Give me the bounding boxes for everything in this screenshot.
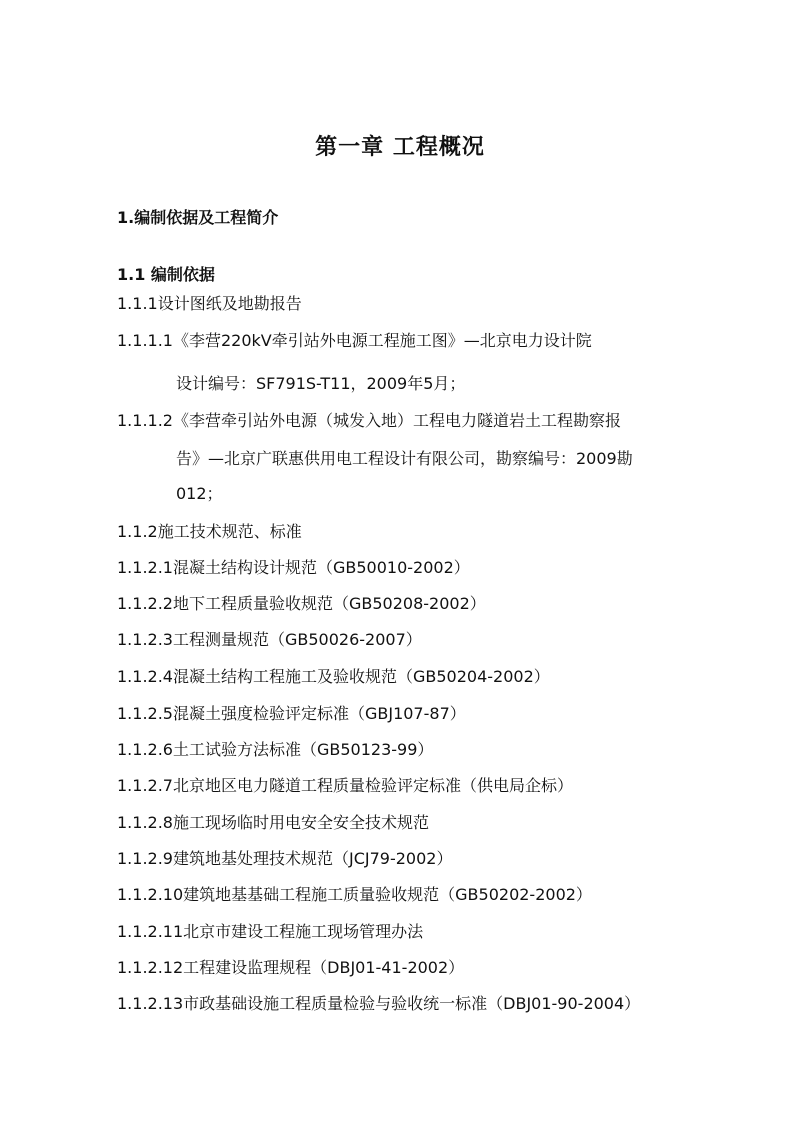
reference-line: 1.1.2.1混凝土结构设计规范（GB50010-2002） — [117, 558, 470, 577]
reference-line: 1.1.2.3工程测量规范（GB50026-2007） — [117, 630, 422, 649]
reference-line: 1.1.2.8施工现场临时用电安全安全技术规范 — [117, 813, 429, 832]
reference-line: 1.1.2.9建筑地基处理技术规范（JCJ79-2002） — [117, 849, 453, 868]
reference-line: 1.1.2.4混凝土结构工程施工及验收规范（GB50204-2002） — [117, 667, 550, 686]
reference-line: 1.1.2.11北京市建设工程施工现场管理办法 — [117, 922, 424, 941]
reference-line: 1.1.2.13市政基础设施工程质量检验与验收统一标准（DBJ01-90-2004） — [117, 994, 641, 1013]
reference-line: 1.1.1.1《李营220kV牵引站外电源工程施工图》—北京电力设计院 — [117, 331, 592, 350]
reference-line: 设计编号：SF791S-T11，2009年5月； — [176, 374, 466, 393]
reference-line: 1.1.2.5混凝土强度检验评定标准（GBJ107-87） — [117, 704, 466, 723]
reference-line: 1.1.1.2《李营牵引站外电源（城发入地）工程电力隧道岩土工程勘察报 — [117, 411, 621, 430]
reference-line: 1.1.2.6土工试验方法标准（GB50123-99） — [117, 740, 434, 759]
section-heading: 1.编制依据及工程简介 — [117, 208, 279, 227]
reference-line: 1.1.2施工技术规范、标准 — [117, 522, 302, 541]
reference-line: 1.1.1设计图纸及地勘报告 — [117, 294, 302, 313]
reference-line: 告》—北京广联惠供用电工程设计有限公司，勘察编号：2009勘 — [176, 449, 633, 468]
reference-line: 1.1.2.12工程建设监理规程（DBJ01-41-2002） — [117, 958, 465, 977]
reference-line: 1.1.2.10建筑地基基础工程施工质量验收规范（GB50202-2002） — [117, 885, 592, 904]
subsection-heading: 1.1 编制依据 — [117, 265, 215, 284]
chapter-title: 第一章 工程概况 — [315, 135, 485, 160]
reference-line: 1.1.2.7北京地区电力隧道工程质量检验评定标准（供电局企标） — [117, 776, 573, 795]
reference-line: 1.1.2.2地下工程质量验收规范（GB50208-2002） — [117, 594, 486, 613]
reference-line: 012； — [176, 484, 223, 503]
